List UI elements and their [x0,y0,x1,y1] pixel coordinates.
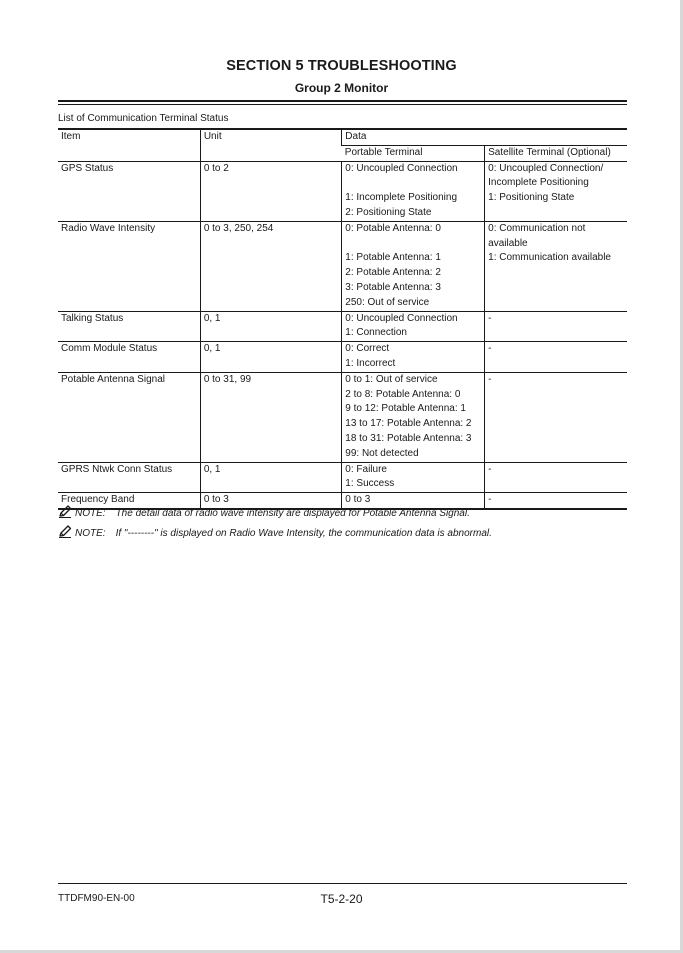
cell-satellite [485,342,627,373]
cell-satellite [485,161,627,221]
header-data [342,129,627,145]
portable-value-line: 1: Success [345,478,395,490]
header-item-label: Item [61,131,81,142]
line-spacer [345,237,481,252]
cell-satellite [485,221,627,311]
table-caption: List of Communication Terminal Status [58,113,229,124]
satellite-value-line: Incomplete Positioning [488,177,589,189]
portable-value-line: 1: Connection [345,327,407,339]
portable-value-line: 99: Not detected [345,447,419,459]
cell-portable [342,462,485,493]
page-number: T5-2-20 [320,892,363,906]
portable-value-line: 0 to 1: Out of service [345,373,438,385]
unit-value: 0, 1 [203,312,221,324]
line-spacer [345,176,481,191]
cell-satellite [485,311,627,342]
header-unit-label: Unit [203,131,222,142]
table-row [58,161,627,221]
portable-value-line: 1: Incomplete Positioning [345,192,458,204]
satellite-value-line: available [488,237,528,249]
portable-value-line: 3: Potable Antenna: 3 [345,281,441,293]
header-portable-label: Portable Terminal [344,146,423,158]
note-text: The detail data of radio wave intensity are displayed for Potable Antenna Signal. [115,508,470,519]
communication-status-table [58,128,627,510]
portable-value-line: 0: Correct [345,343,390,355]
cell-unit [200,462,341,493]
note-label: NOTE: [75,508,106,519]
cell-item [58,372,200,462]
note-label: NOTE: [75,528,106,539]
portable-value-line: 9 to 12: Potable Antenna: 1 [345,403,466,415]
satellite-value-line: - [488,343,492,355]
cell-satellite [485,493,627,509]
item-label: Potable Antenna Signal [61,373,165,385]
cell-item [58,342,200,373]
satellite-value-line: 1: Communication available [488,252,611,264]
table-row [58,372,627,462]
cell-portable [342,342,485,373]
cell-satellite [485,372,627,462]
group-subtitle: Group 2 Monitor [294,81,389,95]
pencil-icon [58,525,72,538]
header-data-label: Data [345,131,367,142]
cell-unit [200,161,341,221]
cell-unit [200,372,341,462]
pencil-icon [58,505,72,518]
item-label: GPS Status [61,162,114,174]
item-label: Radio Wave Intensity [61,222,156,234]
unit-value: 0 to 31, 99 [203,373,252,385]
section-title: SECTION 5 TROUBLESHOOTING [226,58,457,74]
portable-value-line: 0: Failure [345,463,387,475]
header-rule-top [58,100,627,102]
satellite-value-line: - [488,312,492,324]
table-row [58,462,627,493]
header-satellite-label: Satellite Terminal (Optional) [488,146,611,158]
portable-value-line: 2: Potable Antenna: 2 [345,267,441,279]
satellite-value-line: 0: Uncoupled Connection/ [488,162,604,174]
portable-value-line: 1: Incorrect [345,357,396,369]
portable-value-line: 1: Potable Antenna: 1 [345,252,441,264]
cell-portable [342,221,485,311]
item-label: Talking Status [61,312,124,324]
cell-item [58,221,200,311]
unit-value: 0, 1 [203,343,221,355]
header-portable [342,145,485,161]
table-row [58,221,627,311]
cell-portable [342,161,485,221]
portable-value-line: 2 to 8: Potable Antenna: 0 [345,388,461,400]
satellite-value-line: - [488,373,492,385]
table-header-row [58,129,627,145]
header-item [58,129,200,161]
satellite-value-line: - [488,463,492,475]
portable-value-line: 0: Potable Antenna: 0 [345,222,441,234]
header-satellite [485,145,627,161]
portable-value-line: 13 to 17: Potable Antenna: 2 [345,418,472,430]
table-row [58,311,627,342]
cell-portable [342,311,485,342]
portable-value-line: 0 to 3 [345,494,371,506]
note-text: If "--------" is displayed on Radio Wave Intensity, the communication data is abnormal. [115,528,492,539]
note-1 [58,505,470,519]
portable-value-line: 2: Positioning State [345,206,432,218]
cell-item [58,462,200,493]
item-label: GPRS Ntwk Conn Status [61,463,173,475]
unit-value: 0 to 2 [203,162,229,174]
satellite-value-line: 0: Communication not [488,222,586,234]
portable-value-line: 0: Uncoupled Connection [345,312,458,324]
cell-unit [200,221,341,311]
cell-unit [200,311,341,342]
cell-item [58,311,200,342]
unit-value: 0 to 3, 250, 254 [203,222,274,234]
header-rule-bottom [58,104,627,105]
unit-value: 0 to 3 [203,494,229,506]
cell-portable [342,372,485,462]
portable-value-line: 18 to 31: Potable Antenna: 3 [345,432,472,444]
document-code: TTDFM90-EN-00 [58,893,135,904]
satellite-value-line: 1: Positioning State [488,192,575,204]
satellite-value-line: - [488,494,492,506]
item-label: Comm Module Status [61,343,158,355]
portable-value-line: 0: Uncoupled Connection [345,162,458,174]
footer-rule [58,883,627,884]
header-unit [200,129,341,161]
cell-item [58,161,200,221]
cell-satellite [485,462,627,493]
item-label: Frequency Band [61,494,135,506]
unit-value: 0, 1 [203,463,221,475]
portable-value-line: 250: Out of service [345,296,430,308]
cell-unit [200,342,341,373]
table-row [58,342,627,373]
note-2 [58,525,492,539]
